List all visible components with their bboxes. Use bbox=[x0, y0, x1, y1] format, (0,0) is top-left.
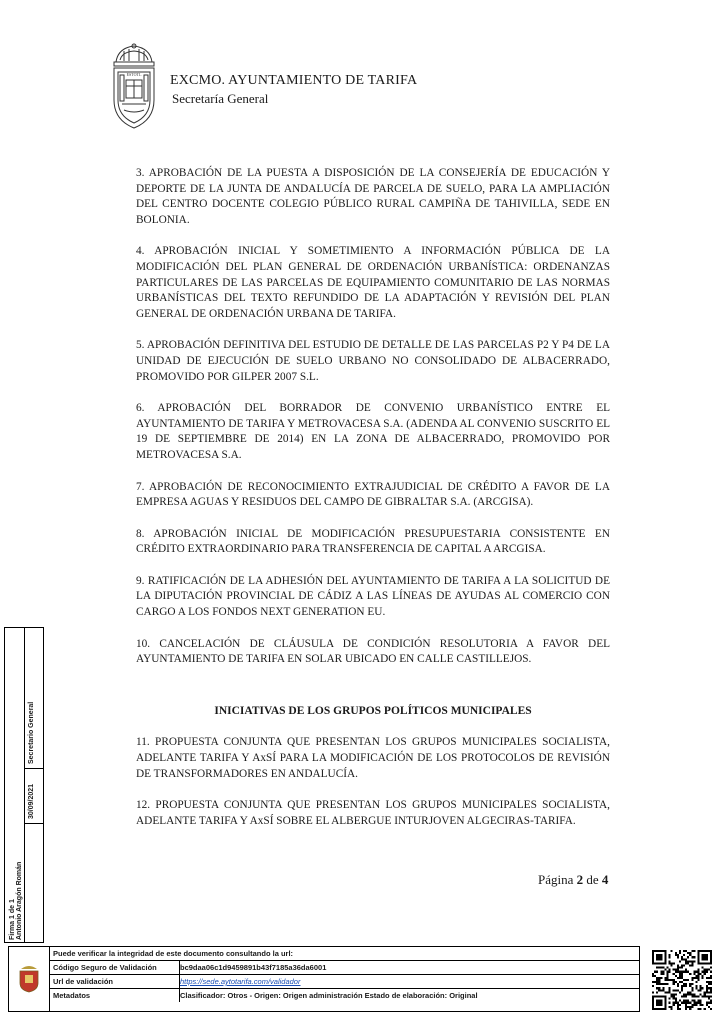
municipal-crest-icon bbox=[108, 42, 160, 134]
metadata-label: Metadatos bbox=[50, 989, 180, 1002]
signature-frame bbox=[4, 627, 44, 943]
document-body bbox=[136, 166, 610, 845]
agenda-item-3: 3. APROBACIÓN DE LA PUESTA A DISPOSICIÓN DE LA CONSEJERÍA DE EDUCACIÓN Y DEPORTE DE LA JUNTA DE ANDALUCÍA DE PARCELA DE SUELO, PARA LA AMPLIACIÓN DEL CENTRO DOCENTE COLEGIO PÚBLICO RURAL CAMPIÑA DE TAHIVILLA, SEDE EN BOLONIA. bbox=[136, 167, 610, 226]
signature-count: Firma 1 de 1 bbox=[9, 899, 16, 940]
signer-name: Antonio Aragón Román bbox=[16, 861, 23, 940]
page-number-current: 2 bbox=[576, 872, 584, 887]
footer-row-csv bbox=[50, 961, 639, 975]
signer-role: Secretario General bbox=[28, 701, 35, 764]
footer-crest-cell bbox=[9, 947, 50, 1011]
page-number-separator: de bbox=[586, 872, 599, 887]
validation-footer bbox=[8, 946, 640, 1012]
agenda-item-4: 4. APROBACIÓN INICIAL Y SOMETIMIENTO A INFORMACIÓN PÚBLICA DE LA MODIFICACIÓN DEL PLAN GENERAL DE ORDENACIÓN URBANÍSTICA: ORDENANZAS PARTICULARES DE LAS PARCELAS DE EQUIPAMIENTO COMUNITARIO DE LAS NORMAS URBANÍSTICAS DEL TEXTO REFUNDIDO DE LA ADAPTACIÓN Y REVISIÓN DEL PLAN GENERAL DE ORDENACIÓN URBANA DE TARIFA. bbox=[136, 245, 610, 320]
header-subtitle: Secretaría General bbox=[172, 91, 269, 106]
page-number-prefix: Página bbox=[538, 872, 574, 887]
footer-row-url bbox=[50, 975, 639, 989]
qr-code-icon bbox=[652, 950, 712, 1010]
integrity-note: Puede verificar la integridad de este documento consultando la url: bbox=[53, 949, 294, 958]
agenda-item-8: 8. APROBACIÓN INICIAL DE MODIFICACIÓN PRESUPUESTARIA CONSISTENTE EN CRÉDITO EXTRAORDINARIO PARA TRANSFERENCIA DE CAPITAL A ARCGISA. bbox=[136, 527, 610, 556]
crest-text: ESTOTL bbox=[126, 72, 142, 77]
validation-url-link[interactable]: https://sede.aytotarifa.com/validador bbox=[180, 977, 301, 986]
footer-row-metadata bbox=[50, 989, 639, 1002]
agenda-item-7: 7. APROBACIÓN DE RECONOCIMIENTO EXTRAJUDICIAL DE CRÉDITO A FAVOR DE LA EMPRESA AGUAS Y RESIDUOS DEL CAMPO DE GIBRALTAR S.A. (ARCGISA). bbox=[136, 480, 610, 509]
signature-date: 30/09/2021 bbox=[28, 783, 35, 819]
url-label: Url de validación bbox=[50, 975, 180, 988]
csv-value: bc9daa06c1d9459891b43f7185a36da6001 bbox=[180, 963, 327, 972]
agenda-item-10: 10. CANCELACIÓN DE CLÁUSULA DE CONDICIÓN RESOLUTORIA A FAVOR DEL AYUNTAMIENTO DE TARIFA EN SOLAR UBICADO EN CALLE CASTILLEJOS. bbox=[136, 637, 610, 666]
csv-label: Código Seguro de Validación bbox=[50, 961, 180, 974]
page-number-total: 4 bbox=[601, 872, 609, 887]
footer-crest-icon bbox=[18, 963, 40, 993]
footer-row-integrity bbox=[50, 947, 639, 961]
agenda-item-11: 11. PROPUESTA CONJUNTA QUE PRESENTAN LOS GRUPOS MUNICIPALES SOCIALISTA, ADELANTE TARIFA Y AxSÍ PARA LA MODIFICACIÓN DE LOS PROTOCOLOS DE REVISIÓN DE TRANSFORMADORES EN ANDALUCÍA. bbox=[136, 736, 610, 780]
agenda-item-5: 5. APROBACIÓN DEFINITIVA DEL ESTUDIO DE DETALLE DE LAS PARCELAS P2 Y P4 DE LA UNIDAD DE EJECUCIÓN DE SUELO URBANO NO CONSOLIDADO DE ALBACERRADO, PROMOVIDO POR GILPER 2007 S.L. bbox=[136, 339, 610, 383]
page-number bbox=[538, 872, 608, 888]
metadata-value: Clasificador: Otros - Origen: Origen administración Estado de elaboración: Original bbox=[180, 991, 478, 1000]
section-heading: INICIATIVAS DE LOS GRUPOS POLÍTICOS MUNICIPALES bbox=[214, 704, 532, 717]
agenda-item-12: 12. PROPUESTA CONJUNTA QUE PRESENTAN LOS GRUPOS MUNICIPALES SOCIALISTA, ADELANTE TARIFA Y AxSÍ SOBRE EL ALBERGUE INTURJOVEN ALGECIRAS-TARIFA. bbox=[136, 799, 610, 827]
agenda-item-9: 9. RATIFICACIÓN DE LA ADHESIÓN DEL AYUNTAMIENTO DE TARIFA A LA SOLICITUD DE LA DIPUTACIÓN PROVINCIAL DE CÁDIZ A LAS LÍNEAS DE AYUDAS AL COMERCIO CON CARGO A LOS FONDOS NEXT GENERATION EU. bbox=[136, 574, 610, 619]
agenda-item-6: 6. APROBACIÓN DEL BORRADOR DE CONVENIO URBANÍSTICO ENTRE EL AYUNTAMIENTO DE TARIFA Y METROVACESA S.A. (ADENDA AL CONVENIO SUSCRITO EL 19 DE SEPTIEMBRE DE 2014) EN LA ZONA DE ALBACERRADO, PROMOVIDO POR METROVACESA S.A. bbox=[136, 402, 610, 461]
header-title: EXCMO. AYUNTAMIENTO DE TARIFA bbox=[170, 73, 418, 88]
